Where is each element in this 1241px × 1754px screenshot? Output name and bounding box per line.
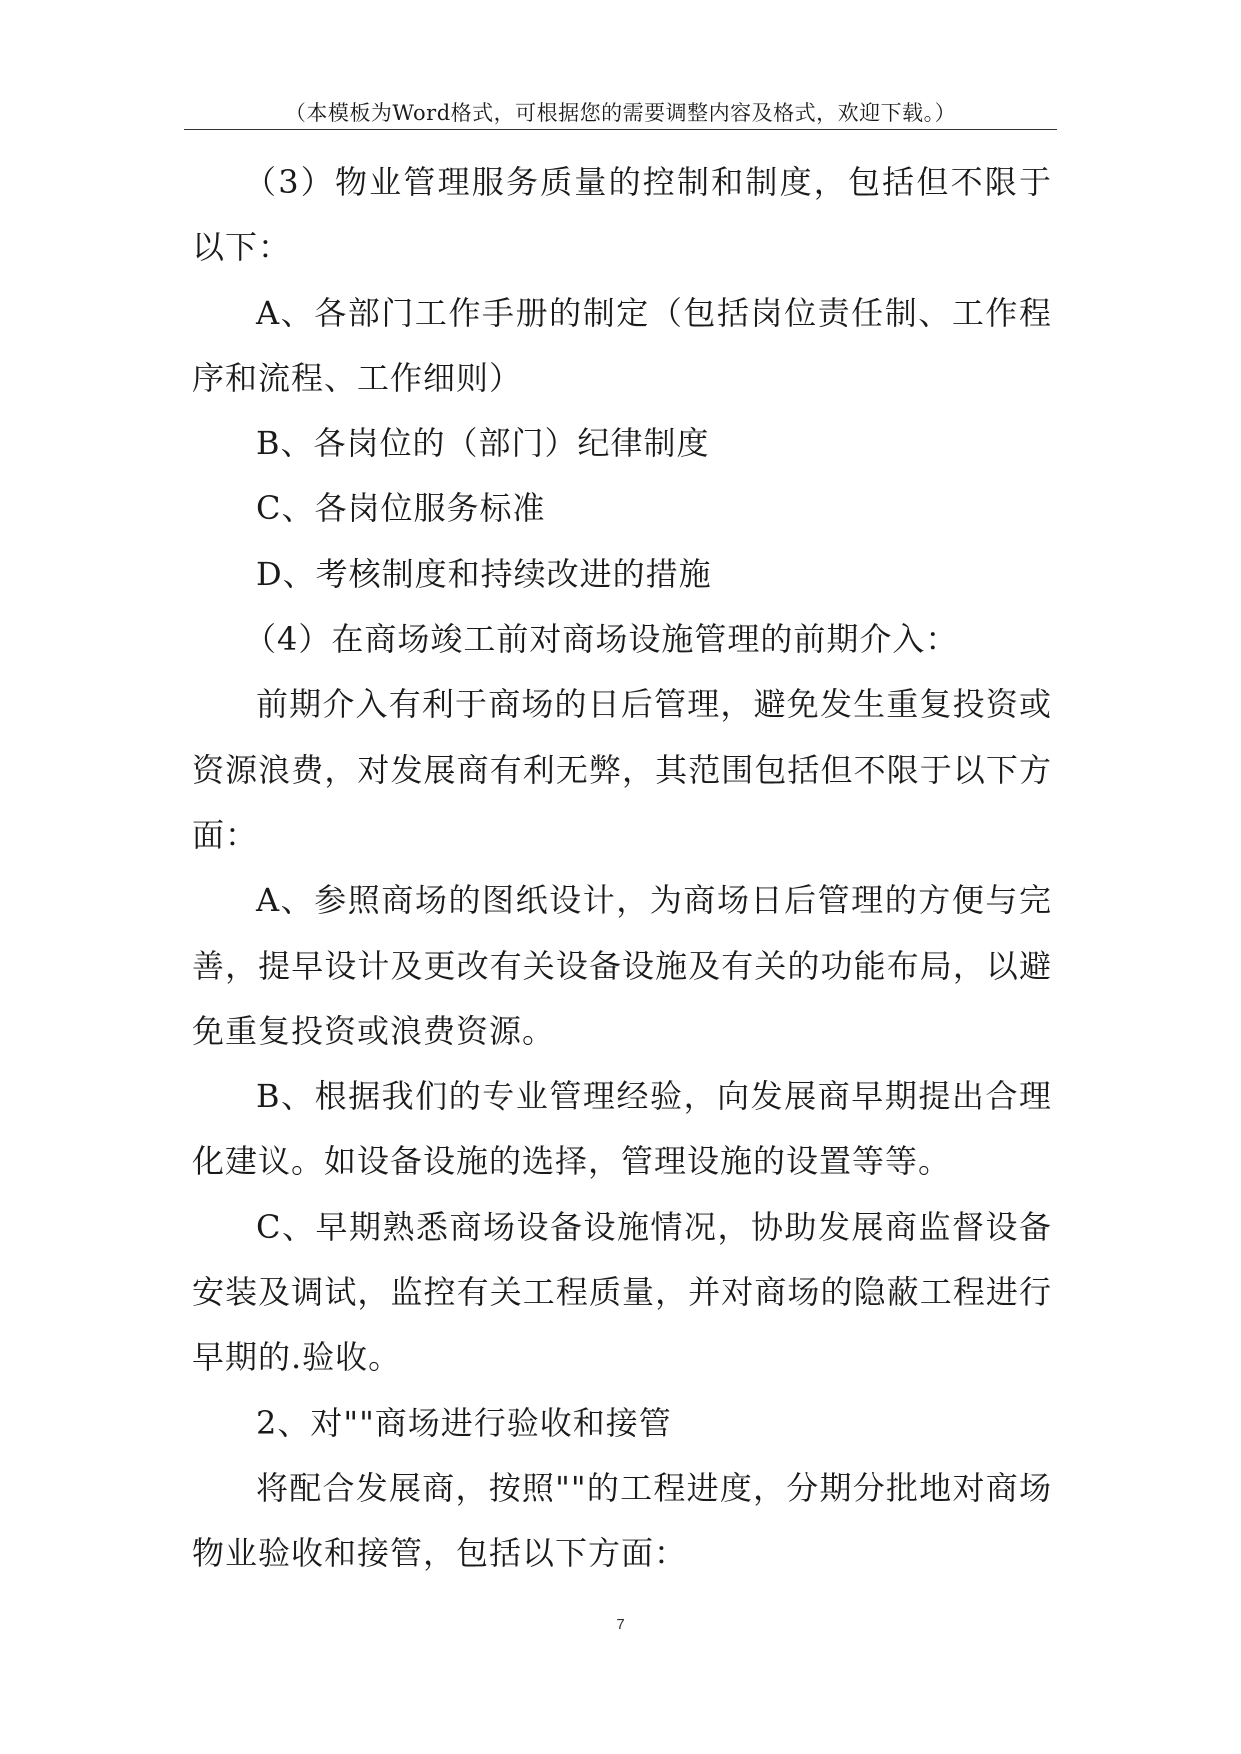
document-body (192, 150, 1052, 1587)
paragraph-2-acceptance: 2、对""商场进行验收和接管 (256, 1403, 672, 1442)
header-rule (184, 129, 1057, 130)
paragraph-a-manuals: A、各部门工作手册的制定（包括岗位责任制、工作程序和流程、工作细则） (192, 293, 1052, 397)
page-header: （本模板为Word格式，可根据您的需要调整内容及格式，欢迎下载。） (284, 101, 957, 125)
paragraph-c-standards: C、各岗位服务标准 (256, 489, 546, 528)
page-number: 7 (616, 1616, 625, 1633)
paragraph-a-drawings: A、参照商场的图纸设计，为商场日后管理的方便与完善，提早设计及更改有关设备设施及有关的功能布局，以避免重复投资或浪费资源。 (192, 881, 1052, 1050)
paragraph-b-discipline: B、各岗位的（部门）纪律制度 (256, 424, 710, 463)
paragraph-acceptance-details: 将配合发展商，按照""的工程进度，分期分批地对商场物业验收和接管，包括以下方面： (192, 1468, 1052, 1573)
paragraph-4-early-intervention: （4）在商场竣工前对商场设施管理的前期介入： (244, 620, 959, 659)
paragraph-b-suggestions: B、根据我们的专业管理经验，向发展商早期提出合理化建议。如设备设施的选择，管理设施的设置等等。 (192, 1077, 1052, 1181)
paragraph-early-intervention-benefit: 前期介入有利于商场的日后管理，避免发生重复投资或资源浪费，对发展商有利无弊，其范围包括但不限于以下方面： (192, 685, 1052, 854)
paragraph-3-quality-control: （3）物业管理服务质量的控制和制度，包括但不限于以下： (192, 163, 1052, 267)
paragraph-d-assessment: D、考核制度和持续改进的措施 (256, 554, 712, 593)
paragraph-c-supervision: C、早期熟悉商场设备设施情况，协助发展商监督设备安装及调试，监控有关工程质量，并对商场的隐蔽工程进行早期的.验收。 (192, 1207, 1052, 1377)
